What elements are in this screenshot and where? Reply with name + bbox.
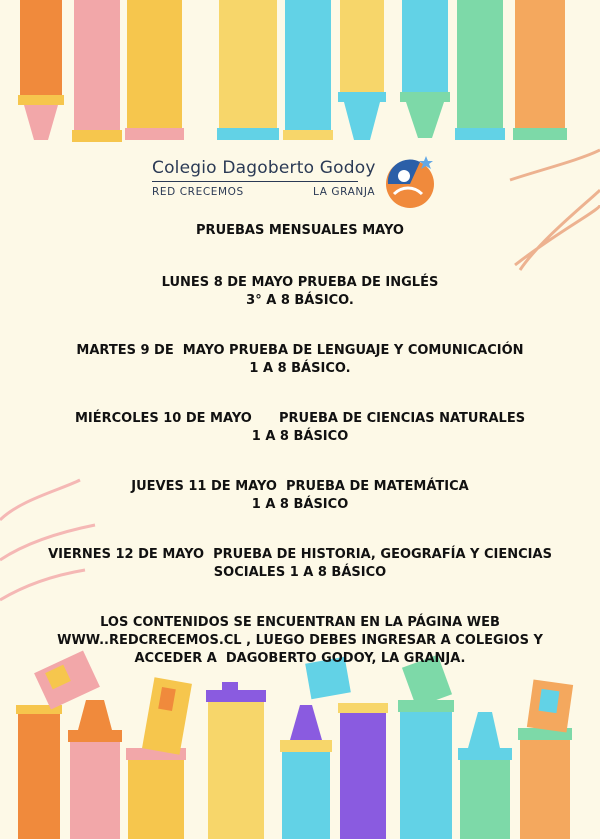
network-name: RED CRECEMOS [152, 186, 244, 198]
bottom-markers [16, 650, 573, 839]
footer-line: ACCEDER A DAGOBERTO GODOY, LA GRANJA. [134, 651, 466, 666]
top-markers [18, 0, 567, 142]
exam-line: MARTES 9 DE MAYO PRUEBA DE LENGUAJE Y COMUNICACIÓN [76, 343, 524, 358]
city-name: LA GRANJA [313, 186, 376, 198]
footer-line: LOS CONTENIDOS SE ENCUENTRAN EN LA PÁGINA WEB [100, 615, 500, 630]
school-name: Colegio Dagoberto Godoy [152, 158, 376, 178]
notice-title: PRUEBAS MENSUALES MAYO [196, 223, 404, 238]
exam-line: JUEVES 11 DE MAYO PRUEBA DE MATEMÁTICA [131, 479, 469, 494]
exam-line: LUNES 8 DE MAYO PRUEBA DE INGLÉS [161, 275, 439, 290]
exam-grades: 1 A 8 BÁSICO [251, 429, 349, 444]
exam-grades: SOCIALES 1 A 8 BÁSICO [213, 565, 387, 580]
exam-line: VIERNES 12 DE MAYO PRUEBA DE HISTORIA, GEOGRAFÍA Y CIENCIAS [48, 547, 552, 562]
school-crest-icon [380, 150, 442, 212]
logo-divider [152, 181, 358, 182]
exam-grades: 1 A 8 BÁSICO. [249, 361, 351, 376]
exam-line: MIÉRCOLES 10 DE MAYO PRUEBA DE CIENCIAS NATURALES [74, 411, 526, 426]
exam-schedule [20, 222, 580, 668]
exam-grades: 3° A 8 BÁSICO. [246, 293, 354, 308]
exam-grades: 1 A 8 BÁSICO [251, 497, 349, 512]
school-logo [150, 150, 440, 212]
footer-line: WWW..REDCRECEMOS.CL , LUEGO DEBES INGRESAR A COLEGIOS Y [57, 633, 543, 648]
